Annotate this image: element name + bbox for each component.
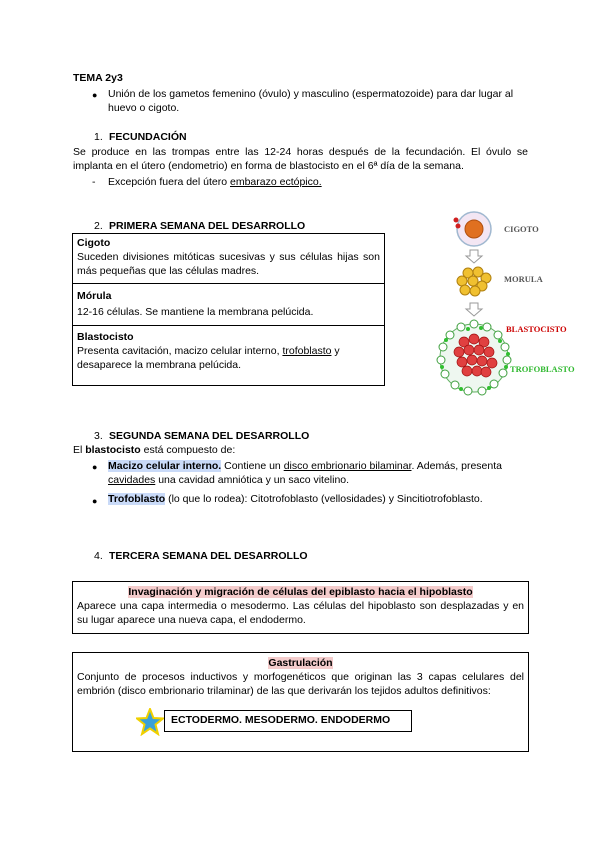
s1-heading: FECUNDACIÓN (109, 131, 187, 143)
trofoblasto-link[interactable]: trofoblasto (282, 345, 332, 357)
bullet-dot: ● (92, 90, 98, 100)
disco-link[interactable]: disco embrionario bilaminar (283, 460, 412, 472)
macizo-title: Macizo celular interno. (108, 460, 222, 472)
s4-heading: TERCERA SEMANA DEL DESARROLLO (109, 550, 308, 562)
gastrulacion-box (72, 652, 529, 752)
s1-paragraph: Se produce en las trompas entre las 12-24 horas después de la fecundación. El óvulo se implanta en el útero (endometrio) en forma de blastocisto en el 6ª día de la semana. (73, 146, 528, 172)
s2-number: 2. (94, 220, 103, 232)
trofoblasto-title: Trofoblasto (108, 493, 166, 505)
row-blastocisto (73, 326, 384, 376)
cavidades-link[interactable]: cavidades (108, 474, 156, 486)
label-morula: MORULA (504, 274, 543, 284)
row-title: Mórula (77, 290, 112, 302)
ectopic-link[interactable]: embarazo ectópico. (230, 176, 322, 188)
s3-bullet-trofoblasto: Trofoblasto (lo que lo rodea): Citotrofoblasto (vellosidades) y Sincitiotrofoblasto. (108, 493, 483, 505)
row-cigoto (73, 234, 384, 284)
row-text: Presenta cavitación, macizo celular interno, trofoblasto y desaparece la membrana pelúcida. (77, 345, 340, 371)
s3-bullet-macizo: Macizo celular interno. Contiene un disco embrionario bilaminar. Además, presenta cavidades una cavidad amniótica y un saco vitelino. (108, 460, 502, 486)
label-trofoblasto: TROFOBLASTO (510, 364, 575, 374)
row-text: 12-16 células. Se mantiene la membrana pelúcida. (77, 306, 314, 318)
morula-figure (457, 267, 491, 296)
exception-prefix: Excepción fuera del útero (108, 176, 228, 188)
gastrulacion-title: Gastrulación (268, 657, 333, 669)
label-cigoto: CIGOTO (504, 224, 539, 234)
bullet-dot: ● (92, 496, 98, 506)
page-title: TEMA 2y3 (73, 72, 123, 84)
bullet-dot: ● (92, 462, 98, 472)
invaginacion-title: Invaginación y migración de células del epiblasto hacia el hipoblasto (128, 586, 473, 598)
s3-heading: SEGUNDA SEMANA DEL DESARROLLO (109, 430, 310, 442)
label-blastocisto: BLASTOCISTO (506, 324, 567, 334)
embryo-diagram (434, 210, 584, 410)
arrow-icon (466, 303, 482, 316)
s4-number: 4. (94, 550, 103, 562)
row-title: Blastocisto (77, 331, 134, 343)
s3-number: 3. (94, 430, 103, 442)
arrow-icon (466, 250, 482, 263)
cigoto-figure (454, 212, 492, 246)
s1-dash: - (92, 176, 96, 188)
s2-heading: PRIMERA SEMANA DEL DESARROLLO (109, 220, 306, 232)
blastocisto-figure (437, 320, 511, 395)
s1-exception (108, 176, 322, 188)
invaginacion-text: Aparece una capa intermedia o mesodermo. Las células del hipoblasto son desplazadas y en su lugar aparece una nueva capa, el endodermo. (77, 600, 524, 626)
row-text: Suceden divisiones mitóticas sucesivas y sus células hijas son más pequeñas que las células madres. (77, 251, 380, 277)
invaginacion-box (72, 581, 529, 634)
first-week-table (72, 233, 385, 386)
intro-bullet-text: Unión de los gametos femenino (óvulo) y masculino (espermatozoide) para dar lugar al huevo o cigoto. (108, 88, 514, 114)
star-icon (136, 708, 164, 736)
s1-number: 1. (94, 131, 103, 143)
germ-layers-box: ECTODERMO. MESODERMO. ENDODERMO (164, 710, 412, 732)
row-title: Cigoto (77, 237, 111, 249)
s3-lead: El blastocisto está compuesto de: (73, 444, 236, 456)
gastrulacion-text: Conjunto de procesos inductivos y morfogenéticos que originan las 3 capas celulares del embrión (disco embrionario trilaminar) de las que derivarán los tejidos adultos definitivos: (77, 671, 524, 697)
row-morula (73, 284, 384, 326)
